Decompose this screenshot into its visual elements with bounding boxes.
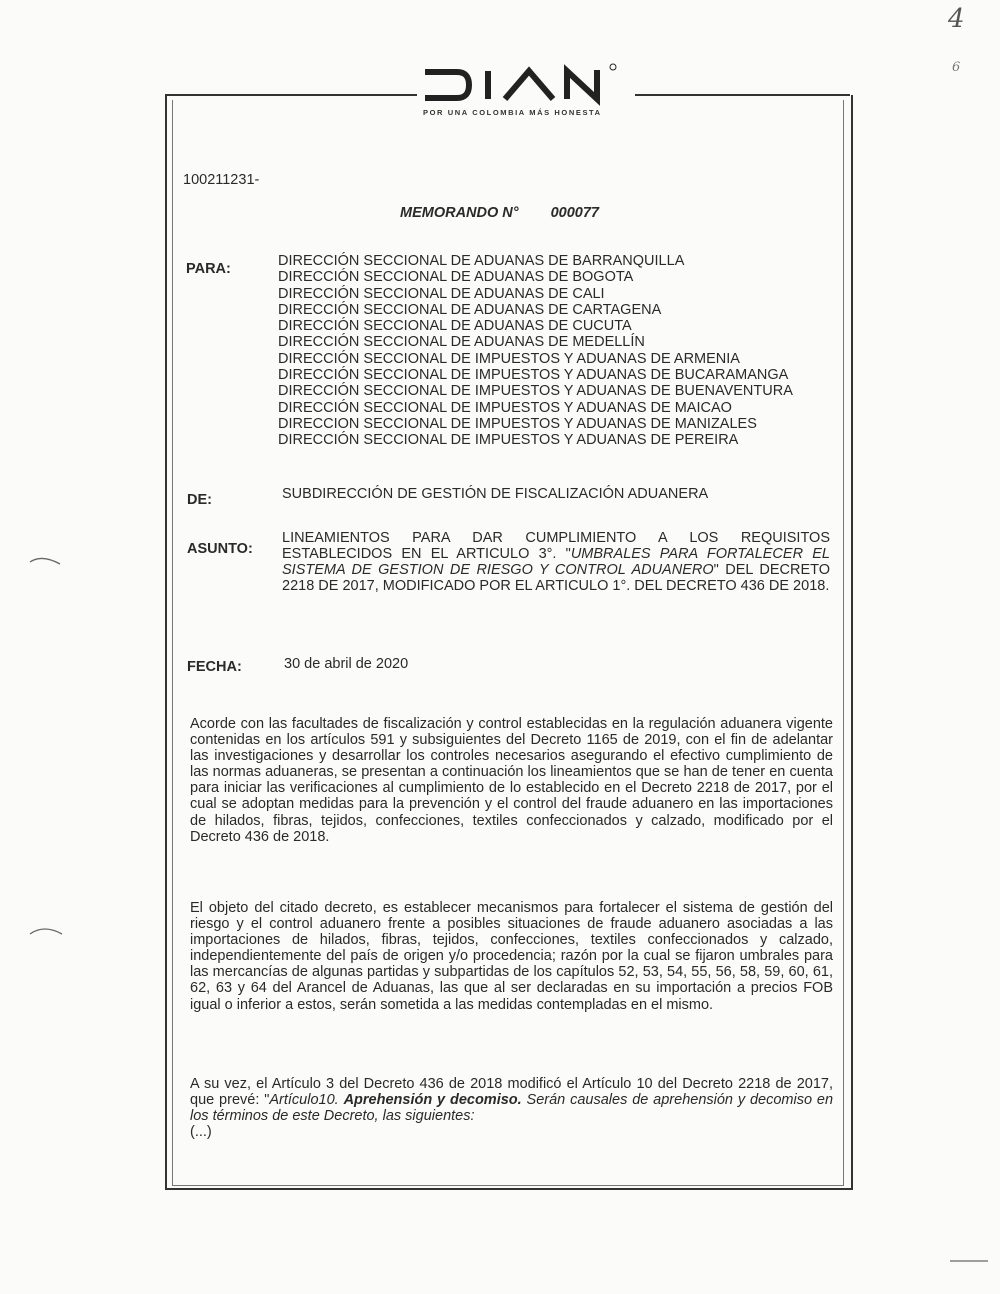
paragraph-3-text: A su vez, el Artículo 3 del Decreto 436 de 2018 modificó el Artículo 10 del Decreto 2218 de 2017, que prevé: " [190,1076,833,1109]
handwritten-page-number: 4 [948,4,965,34]
de-value: SUBDIRECCIÓN DE GESTIÓN DE FISCALIZACIÓN ADUANERA [282,486,709,502]
scan-mark-bottom [950,1258,990,1264]
asunto-text-1: LINEAMIENTOS PARA DAR CUMPLIMIENTO A LOS REQUISITOS ESTABLECIDOS EN EL ARTICULO 3°. " [282,530,830,562]
article-heading: Aprehensión y decomiso. [343,1092,522,1109]
article-title: Artículo10. [269,1092,344,1109]
recipient-item: DIRECCION SECCIONAL DE IMPUESTOS Y ADUANAS DE MANIZALES [278,415,757,432]
scan-mark-left-2 [28,920,68,940]
asunto-label: ASUNTO: [187,541,253,557]
ellipsis: (...) [190,1124,212,1141]
reference-number: 100211231- [183,172,260,188]
memo-number: 000077 [550,205,599,221]
recipient-item: DIRECCIÓN SECCIONAL DE IMPUESTOS Y ADUANAS DE PEREIRA [278,432,739,449]
article-text: Serán causales de aprehensión y decomiso en los términos de este Decreto, las siguientes: [190,1092,834,1125]
recipient-item: DIRECCIÓN SECCIONAL DE ADUANAS DE BARRANQUILLA [278,253,685,269]
asunto-text [282,530,830,594]
logo-slogan: POR UNA COLOMBIA MÁS HONESTA [423,108,602,117]
de-label: DE: [187,492,212,508]
memo-title [400,205,599,221]
recipient-item: DIRECCIÓN SECCIONAL DE ADUANAS DE CARTAGENA [278,301,662,318]
handwritten-mark: 6 [952,60,961,75]
fecha-value: 30 de abril de 2020 [284,656,409,672]
memo-title-label: MEMORANDO N° [400,205,519,221]
recipient-item: DIRECCIÓN SECCIONAL DE ADUANAS DE CUCUTA [278,318,632,335]
asunto-text-2: " DEL DECRETO 2218 DE 2017, MODIFICADO POR EL ARTICULO 1°. DEL DECRETO 436 DE 2018. [282,562,830,594]
recipient-item: DIRECCIÓN SECCIONAL DE ADUANAS DE MEDELLÍN [278,334,645,351]
body-paragraph-2: El objeto del citado decreto, es establecer mecanismos para fortalecer el sistema de gestión del riesgo y el control aduanero frente a posibles situaciones de fraude aduanero asociadas a las importaciones de hilados, fibras, tejidos, confecciones, textiles confeccionados y calzado, independientemente del país de origen y/o procedencia; razón por la cual se fijaron umbrales para las mercancías de algunas partidas y subpartidas de los capítulos 52, 53, 54, 55, 56, 58, 59, 60, 61, 62, 63 y 64 del Arancel de Aduanas, las que al ser declaradas en su importación a precios FOB igual o inferior a estos, serán sometida a las medidas contempladas en el mismo. [190,900,833,1013]
para-label: PARA: [186,261,231,277]
recipient-item: DIRECCIÓN SECCIONAL DE ADUANAS DE CALI [278,285,605,302]
recipient-item: DIRECCIÓN SECCIONAL DE IMPUESTOS Y ADUANAS DE BUCARAMANGA [278,367,789,384]
recipient-list [278,253,793,449]
recipient-item: DIRECCIÓN SECCIONAL DE IMPUESTOS Y ADUANAS DE BUENAVENTURA [278,383,793,400]
recipient-item: DIRECCIÓN SECCIONAL DE ADUANAS DE BOGOTA [278,269,634,286]
body-paragraph-3 [190,1076,833,1140]
asunto-text-italic: UMBRALES PARA FORTALECER EL SISTEMA DE GESTION DE RIESGO Y CONTROL ADUANERO [282,546,830,578]
scan-mark-left-1 [28,552,68,572]
body-paragraph-1: Acorde con las facultades de fiscalización y control establecidas en la regulación aduanera vigente contenidas en los artículos 591 y subsiguientes del Decreto 1165 de 2019, con el fin de adelantar las investigaciones y desarrollar los controles necesarios asegurando el efectivo cumplimiento de las normas aduaneras, se presentan a continuación los lineamientos que se han de tener en cuenta para iniciar las verificaciones al cumplimiento de lo establecido en el Decreto 2218 de 2017, por el cual se adoptan medidas para la prevención y el control del fraude aduanero en las importaciones de hilados, fibras, tejidos, confecciones, textiles confeccionados y calzado, modificado por el Decreto 436 de 2018. [190,716,833,845]
recipient-item: DIRECCIÓN SECCIONAL DE IMPUESTOS Y ADUANAS DE MAICAO [278,399,732,416]
fecha-label: FECHA: [187,659,242,675]
recipient-item: DIRECCIÓN SECCIONAL DE IMPUESTOS Y ADUANAS DE ARMENIA [278,350,740,367]
